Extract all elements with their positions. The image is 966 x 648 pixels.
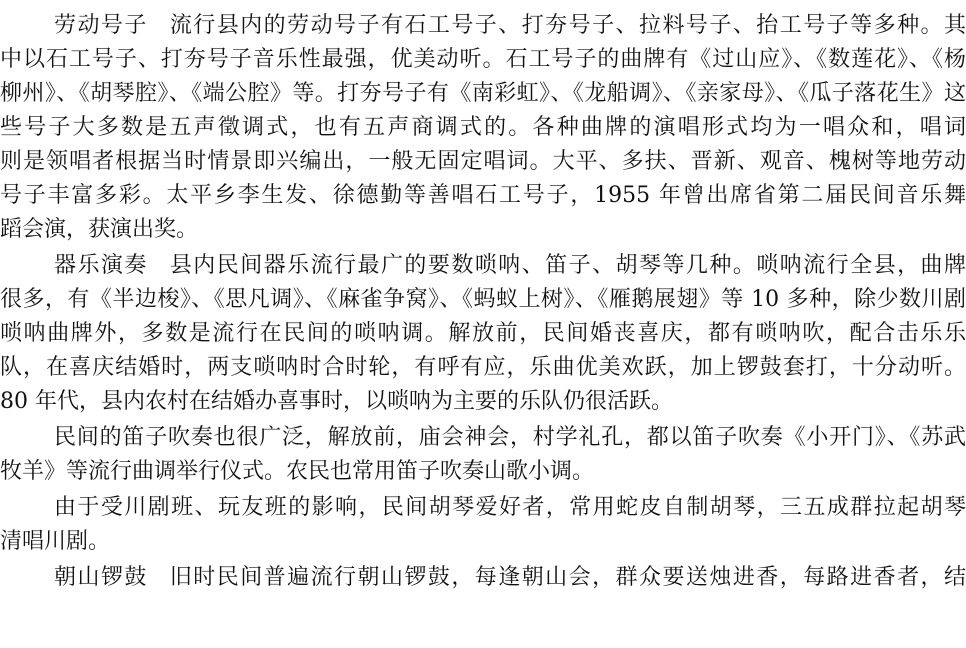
paragraph-3-line-2 xyxy=(0,452,966,492)
text-line: 些号子大多数是五声徵调式，也有五声商调式的。各种曲牌的演唱形式均为一唱众和，唱词 xyxy=(0,115,966,140)
section-heading-pilgrimage-gongs: 朝山锣鼓 xyxy=(54,565,148,590)
text-line: 蹈会演，获演出奖。 xyxy=(0,217,199,242)
section-heading-labor-chants: 劳动号子 xyxy=(54,13,148,38)
text-line: 流行县内的劳动号子有石工号子、打夯号子、拉料号子、抬工号子等多种。其 xyxy=(169,13,966,38)
paragraph-5-line-1 xyxy=(0,558,966,598)
text-line: 80 年代，县内农村在结婚办喜事时，以唢呐为主要的乐队仍很活跃。 xyxy=(0,389,673,414)
text-line: 柳州》、《胡琴腔》、《端公腔》等。打夯号子有《南彩虹》、《龙船调》、《亲家母》、《瓜子落花生》这 xyxy=(0,81,966,106)
text-line: 民间的笛子吹奏也很广泛，解放前，庙会神会，村学礼孔，都以笛子吹奏《小开门》、《苏武 xyxy=(54,425,966,450)
text-line: 队，在喜庆结婚时，两支唢呐时合时轮，有呼有应，乐曲优美欢跃，加上锣鼓套打，十分动听。 xyxy=(0,355,966,380)
paragraph-1-line-7 xyxy=(0,210,966,250)
section-heading-instrumental: 器乐演奏 xyxy=(54,253,148,278)
paragraph-2-line-5 xyxy=(0,382,966,422)
text-line: 唢呐曲牌外，多数是流行在民间的唢呐调。解放前，民间婚丧喜庆，都有唢呐吹，配合击乐乐 xyxy=(0,321,966,346)
text-line: 旧时民间普遍流行朝山锣鼓，每逢朝山会，群众要送烛进香，每路进香者，结 xyxy=(169,565,966,590)
text-line: 中以石工号子、打夯号子音乐性最强，优美动听。石工号子的曲牌有《过山应》、《数莲花》、《杨 xyxy=(0,47,966,72)
paragraph-4-line-2 xyxy=(0,522,966,562)
text-line: 则是领唱者根据当时情景即兴编出，一般无固定唱词。大平、多扶、晋新、观音、槐树等地劳动 xyxy=(0,149,966,174)
text-line: 县内民间器乐流行最广的要数唢呐、笛子、胡琴等几种。唢呐流行全县，曲牌 xyxy=(169,253,966,278)
text-line: 号子丰富多彩。太平乡李生发、徐德勤等善唱石工号子，1955 年曾出席省第二届民间音乐舞 xyxy=(0,183,966,208)
text-line: 很多，有《半边梭》、《思凡调》、《麻雀争窝》、《蚂蚁上树》、《雁鹅展翅》等 10 多种，除少数川剧 xyxy=(0,287,966,312)
text-line: 清唱川剧。 xyxy=(0,529,111,554)
text-line: 由于受川剧班、玩友班的影响，民间胡琴爱好者，常用蛇皮自制胡琴，三五成群拉起胡琴 xyxy=(54,495,966,520)
text-line: 牧羊》等流行曲调举行仪式。农民也常用笛子吹奏山歌小调。 xyxy=(0,459,595,484)
